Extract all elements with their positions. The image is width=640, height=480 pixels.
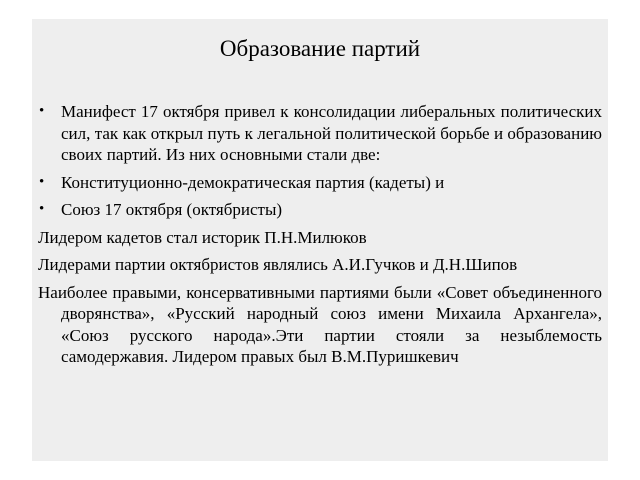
- slide-title: Образование партий: [219, 36, 421, 61]
- bullet-dot-icon: •: [39, 103, 45, 119]
- bullet-dot-icon: •: [39, 201, 45, 217]
- bullet-dot-icon: •: [39, 173, 45, 190]
- paragraph-right-wing-parties: Наиболее правыми, консервативными партиями были «Совет объединенного дворянства», «Русский народный союз имени Михаила Архангела», «Союз русского народа».Эти партии стояли за незыблемость самодержавия. Лидером правых был В.М.Пуришкевич: [38, 282, 602, 366]
- bullet-text: Манифест 17 октября привел к консолидации либеральных политических сил, так как открыл путь к легальной политической борьбе и образованию своих партий. Из них основными стали две:: [61, 102, 602, 164]
- slide: [32, 19, 608, 461]
- paragraph-kadet-leader: Лидером кадетов стал историк П.Н.Милюков: [38, 227, 367, 247]
- paragraph-octobrist-leaders: Лидерами партии октябристов являлись А.И.Гучков и Д.Н.Шипов: [38, 255, 518, 274]
- bullet-item: [38, 101, 602, 166]
- slide-body: [38, 101, 602, 368]
- bullet-item: [38, 199, 602, 221]
- bullet-text: Конституционно-демократическая партия (кадеты) и: [61, 172, 445, 192]
- bullet-text: Союз 17 октября (октябристы): [61, 200, 283, 219]
- bullet-item: [38, 172, 602, 194]
